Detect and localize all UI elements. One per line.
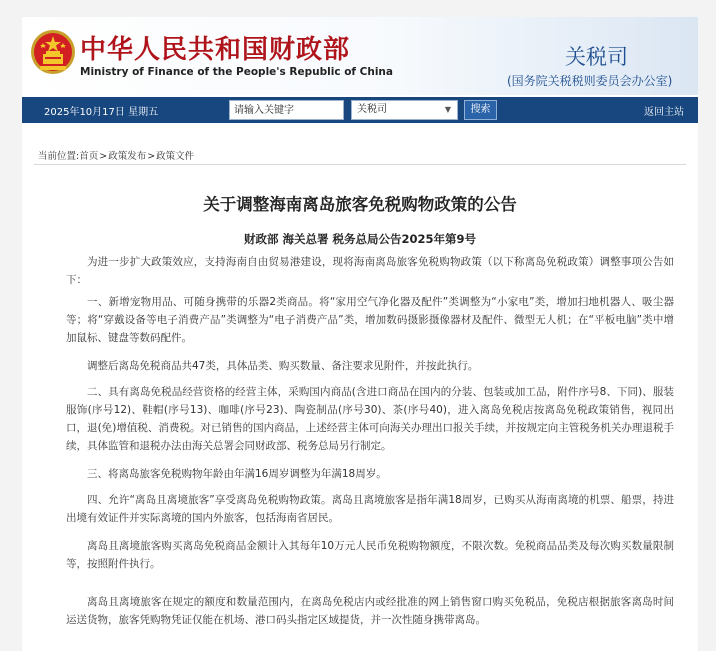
site-title-en: Ministry of Finance of the People's Republic of China [80, 66, 393, 78]
national-emblem-icon [30, 29, 76, 75]
article-paragraph: 调整后离岛免税商品共47类，具体品类、购买数量、备注要求见附件，并按此执行。 [87, 360, 479, 372]
article-paragraph: 离岛且离境旅客在规定的额度和数量范围内，在离岛免税店内或经批准的网上销售窗口购买免税品，免税店根据旅客离岛时间运送货物，旅客凭购物凭证仅能在机场、港口码头指定区域提货，并一次性随身携带离岛。 [66, 596, 674, 626]
breadcrumb-separator: > [99, 151, 108, 162]
breadcrumb-prefix: 当前位置: [38, 151, 80, 162]
article-paragraph: 三、将离岛旅客免税购物年龄由年满16周岁调整为年满18周岁。 [87, 468, 387, 480]
site-header [22, 17, 698, 95]
current-date: 2025年10月17日 星期五 [44, 107, 159, 118]
breadcrumb-link-docs[interactable]: 政策文件 [156, 151, 195, 162]
breadcrumb-separator: > [147, 151, 156, 162]
page-container [22, 17, 698, 651]
article-paragraph: 离岛且离境旅客购买离岛免税商品金额计入其每年10万元人民币免税购物额度，不限次数。免税商品品类及每次购买数量限制等，按照附件执行。 [66, 540, 674, 570]
breadcrumb-link-home[interactable]: 首页 [79, 151, 99, 162]
department-name: 关税司 [565, 45, 628, 69]
article-paragraph: 一、新增宠物用品、可随身携带的乐器2类商品。将“家用空气净化器及配件”类调整为“小家电”类，增加扫地机器人、吸尘器等；将“穿戴设备等电子消费产品”类调整为“电子消费产品”类，增加数码摄影摄像器材及配件、微型无人机；在“平板电脑”类中增加鼠标、键盘等数码配件。 [66, 296, 674, 344]
breadcrumb-link-policy[interactable]: 政策发布 [108, 151, 147, 162]
article-subtitle: 财政部 海关总署 税务总局公告2025年第9号 [243, 232, 476, 246]
category-select-value: 关税司 [357, 104, 387, 115]
home-link[interactable]: 返回主站 [644, 107, 684, 118]
navigation-bar [22, 97, 698, 123]
article-paragraph: 四、允许“离岛且离境旅客”享受离岛免税购物政策。离岛且离境旅客是指年满18周岁，已购买从海南离境的机票、船票，持进出境有效证件并实际离境的国内外旅客，包括海南省居民。 [66, 494, 674, 524]
search-input[interactable] [229, 100, 344, 120]
breadcrumb-divider [34, 164, 686, 165]
category-select[interactable] [351, 100, 458, 120]
chevron-down-icon: ▼ [444, 105, 451, 114]
article-paragraph: 二、具有离岛免税品经营资格的经营主体，采购国内商品(含进口商品在国内的分装、包装或加工品，附件序号8、下同)、服装服饰(序号12)、鞋帽(序号13)、咖啡(序号23)、陶瓷制品(序号30)、茶(序号40)，进入离岛免税店按离岛免税政策销售，视同出口，退(免)增值税、消费税。对已销售的国内商品，上述经营主体可向海关办理出口报关手续，并按规定向主管税务机关办理退税手续，具体监管和退税办法由海关总署会同财政部、税务总局另行制定。 [66, 386, 674, 452]
search-button[interactable]: 搜索 [464, 100, 497, 120]
article-title: 关于调整海南离岛旅客免税购物政策的公告 [203, 195, 517, 214]
department-subtitle: (国务院关税税则委员会办公室) [507, 74, 673, 88]
article-paragraph: 为进一步扩大政策效应，支持海南自由贸易港建设，现将海南离岛旅客免税购物政策（以下称离岛免税政策）调整事项公告如下： [66, 256, 674, 286]
breadcrumb [38, 148, 194, 162]
site-title-cn: 中华人民共和国财政部 [80, 35, 351, 65]
